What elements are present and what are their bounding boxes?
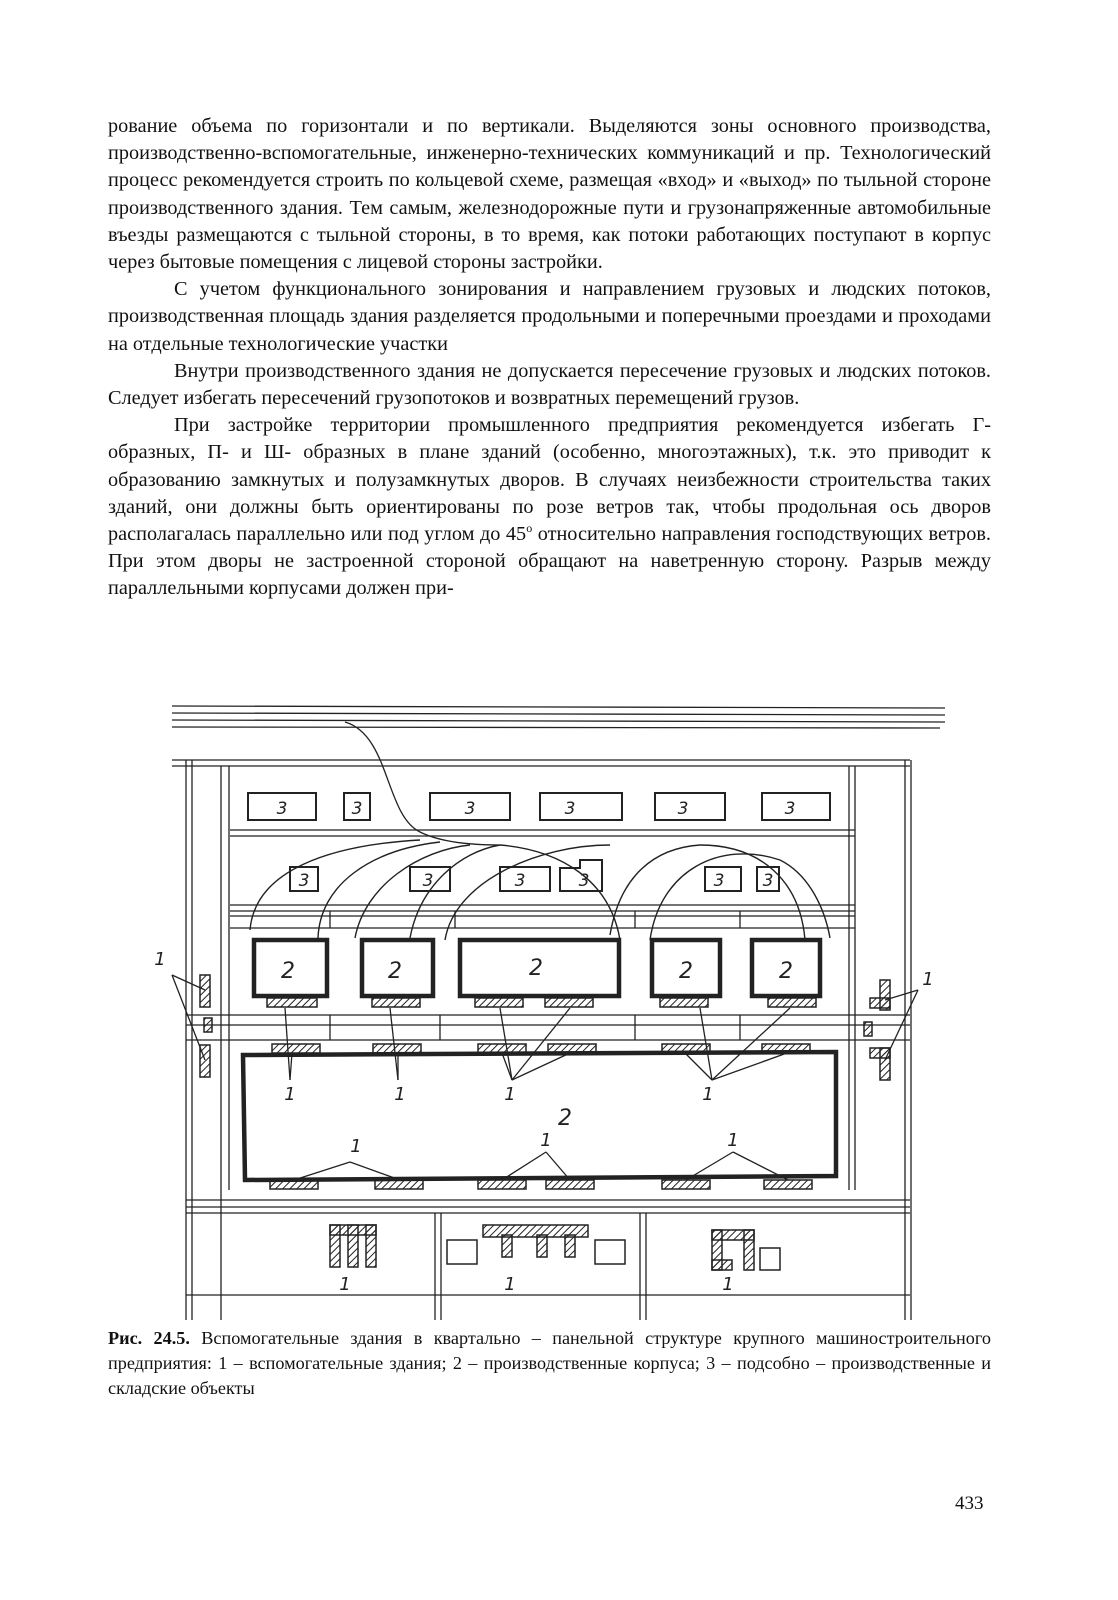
label-aux: 1 [154,949,166,970]
label-aux: 1 [702,1084,714,1105]
paragraph-4-part-1: При застройке территории промышленного предприятия рекомендуется избегать Г- образных, П- и Ш- образных в плане зданий (особенно, многоэтажных), т.к. это приводит к образованию замкнутых и полузамкнутых дворов. В случаях неизбежности строительства таких зданий, они должны быть ориентированы по розе ветров так, чтобы продольная ось дворов располагалась параллельно или под углом до 45 [108,414,991,546]
label-prod: 2 [558,1106,572,1131]
paragraph-3: Внутри производственного здания не допускается пересечение грузовых и людских потоков. Следует избегать пересечений грузопотоков и возвратных перемещений грузов. [108,359,991,410]
label-aux: 1 [394,1084,406,1105]
label-aux: 1 [339,1274,351,1295]
figure-caption [108,1326,991,1400]
body-text [108,113,991,603]
label-aux: 1 [504,1084,516,1105]
label-prod: 2 [779,959,793,984]
label-storage: 3 [677,799,689,819]
site-plan-drawing [154,700,946,1328]
label-aux: 1 [350,1136,362,1157]
degree-superscript: о [526,521,533,536]
label-storage: 3 [298,871,310,891]
paragraph-4 [108,412,991,602]
label-aux: 1 [722,1274,734,1295]
label-storage: 3 [464,799,476,819]
label-storage: 3 [351,799,363,819]
label-aux: 1 [727,1130,739,1151]
label-aux: 1 [540,1130,552,1151]
label-prod: 2 [679,959,693,984]
label-storage: 3 [276,799,288,819]
label-storage: 3 [713,871,725,891]
label-prod: 2 [281,959,295,984]
page-number: 433 [955,1493,984,1514]
label-storage: 3 [784,799,796,819]
label-aux: 1 [922,969,934,990]
label-aux: 1 [284,1084,296,1105]
paragraph-1: рование объема по горизонтали и по вертикали. Выделяются зоны основного производства, производственно-вспомогательные, инженерно-технических коммуникаций и пр. Технологический процесс рекомендуется строить по кольцевой схеме, размещая «вход» и «выход» по тыльной стороне производственного здания. Тем самым, железнодорожные пути и грузонапряженные автомобильные въезды размещаются с тыльной стороны, в то время, как потоки работающих поступают в корпус через бытовые помещения с лицевой стороны застройки. [108,115,991,274]
label-storage: 3 [564,799,576,819]
paragraph-2: С учетом функционального зонирования и направлением грузовых и людских потоков, производственная площадь здания разделяется продольными и поперечными проездами и проходами на отдельные технологические участки [108,278,991,355]
label-aux: 1 [504,1274,516,1295]
label-storage: 3 [422,871,434,891]
label-prod: 2 [529,956,543,981]
caption-text: Вспомогательные здания в квартально – панельной структуре крупного машиностроительного предприятия: 1 – вспомогательные здания; 2 – производственные корпуса; 3 – подсобно – производственные и складские объекты [108,1328,991,1398]
paragraph-4-part-2: относительно направления господствующих ветров. При этом дворы не застроенной стороной обращают на наветренную сторону. Разрыв между параллельными корпусами должен при- [108,523,991,600]
label-prod: 2 [388,959,402,984]
label-storage: 3 [762,871,774,891]
caption-number: Рис. 24.5. [108,1328,190,1348]
label-storage: 3 [578,871,590,891]
label-storage: 3 [514,871,526,891]
site-plan-figure [154,700,946,1328]
